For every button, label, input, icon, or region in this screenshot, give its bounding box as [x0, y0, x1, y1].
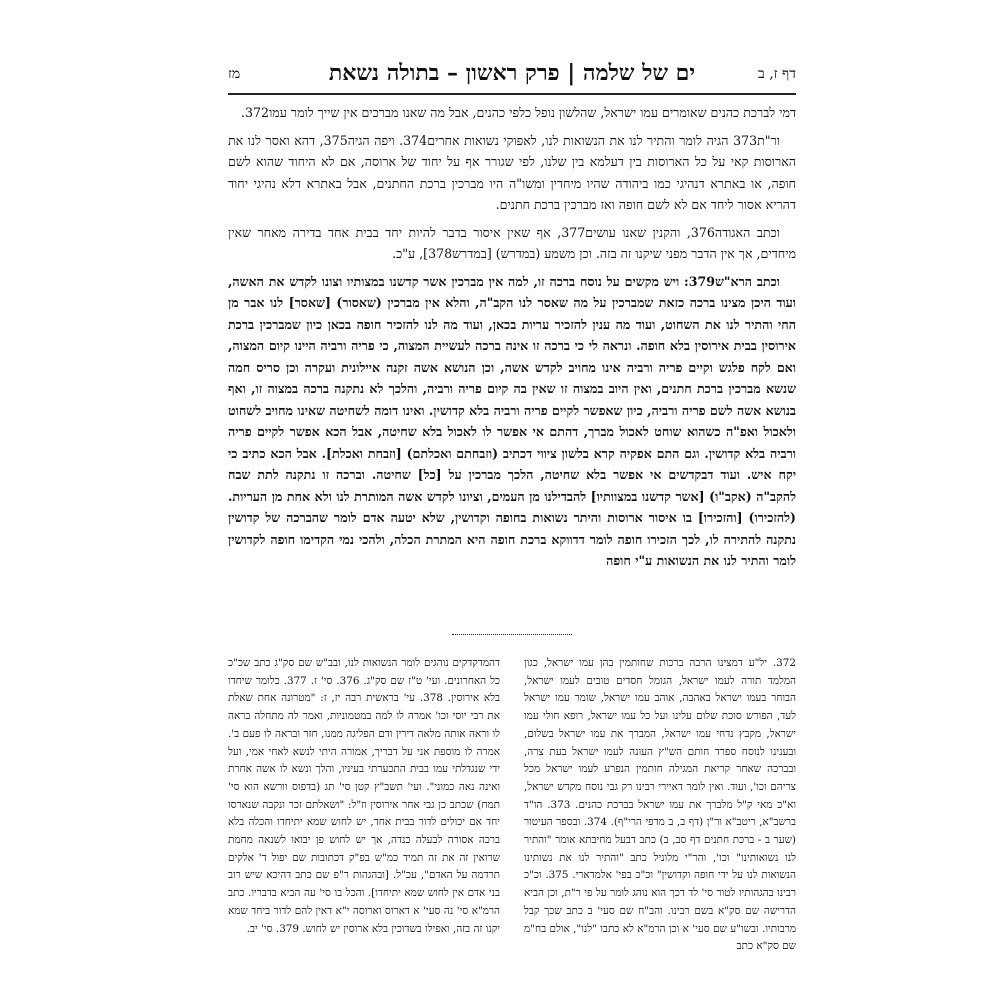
footnotes-right-column: [524, 655, 796, 956]
footnote-block: 372. יל"ע דמצינו הרבה ברכות שחותמין בהן עמו ישראל, כגון המלמד תורה לעמו ישראל, הגומל חסדים טובים לעמו ישראל, הבוחר בעמו ישראל באהבה, אוהב עמו ישראל, שומר עמו ישראל לעד, הפורש סוכת שלום עלינו ועל כל עמו ישראל, רופא חולי עמו ישראל, מקבץ נדחי עמו ישראל, המברך את עמו ישראל בשלום, ובענינו לנוסח ספרד חותם הש"ץ העונה לעמו ישראל בעת צרה, ובברכה שאחר קריאת המגילה חותמין הנפרע לעמו ישראל מכל צריהם וכו', ועוד. ואין לומר דאיירי רבינו רק גבי נוסח מקדש ישראל, וא"כ מאי ק"ל מלברך את עמו ישראל בברכת כהנים. 373. הו"ד ברשב"א, ריטב"א ור"ן (דף ב, ב מדפי הרי"ף). 374. ובספר העיטור (שער ב - ברכת חתנים דף סב, ב) כתב דבעל מחיבתא אומר "והתיר לנו נשואותינו" וכו', והר"י מלוניל כתב "והתיר לנו את נשותינו הנשואות לנו על ידי חופה וקדושין" וכ"כ בפי' אלמדארי. 375. וכ"כ רבינו בהגהותיו לטור סי' לד דכך הוא נוהג לומר על פי ר"ת, וכן הביא הדרישה שם סק"א בשם רבינו. והב"ח שם סעי' ב כתב שכך קבל מרבותיו. ובשו"ע שם סעי' א וכן הרמ"א לא כתבו "לנו", אולם בח"מ שם סק"א כתב: [524, 657, 797, 953]
running-header: [228, 60, 796, 90]
footnote-divider: [452, 634, 572, 635]
footnote-block: דהמדקדקים נוהגים לומר הנשואות לנו, ובב"ש שם סק"ג כתב שכ"כ כל האחרונים. ועי' ט"ז שם סק"ג. 376. סי' ז. 377. כלומר שיחדו בלא אירוסין. 378. עי' בראשית רבה יז, ז: "מטרונה אחת שאלת את רבי יוסי וכו' אמרה לו למה במטמוניות, ואמר לה מתחלה בראה לו וראה אותה מלאה דירין ודם הפליגה ממנו, חזר ובראה לו פעם ב'. אמרה לו מוספת אני על דבריך, אמורה היתי לנשא לאחי אמי, ועל ידי שנגדלתי עמו בבית התכערתי בעיניו, והלך ונשא לו אשה אחרת ואינה נאה כמוני". ועי' תשב"ץ קטן סי' תג (בדפוס וורשא הוא סי' תמח) שכתב כן גבי אחר אירוסין וז"ל: "ושאלתם זכר ונקבה שנארסו יחד אם יכולים לדור בבית אחד, יש לחוש שמא יתיחדו והכלה בלא ברכה אסורה לבעלה כנדה, אך יש לחוש פן יבואו לשנאה מחמת שרואין זה את זה תמיד כמ"ש בפ"ק דכתובות שם יפול ד' אלקים תרדמה על האדם", עכ"ל. [ובהגהות ר"פ שם כתב דהיכא שיש רוב בני אדם אין לחוש שמא יתיחדו]. והכל בו סי' עה הביא בדבריו. כתב הרמ"א סי' נה סעי' א דארוס וארוסה י"א דאין להם לדור ביחד שמא יקנו זה בזה, ואפילו בשדוכין בלא ארוסין יש לחוש. 379. סי' יב.: [228, 657, 501, 935]
paragraph: וכתב האגודה376, והקנין שאנו עושים377, אף שאין איסור בדבר להיות יחד בבית אחד בדירה מאחר שאין מיחדים, אך אין הדבר מפני שיקנו זה בזה. וכן משמע (במדרש) [במדרש378], ע"כ.: [228, 224, 796, 261]
main-text: [228, 102, 796, 578]
footnotes-left-column: [228, 655, 500, 938]
page-number: מז: [228, 66, 241, 82]
paragraph: ור"ת373 הגיה לומר והתיר לנו את הנשואות לנו, לאפוקי נשואות אחרים374. ויפה הגיה375, דהא ואסר לנו את הארוסות קאי על כל הארוסות בין דעלמא בין שלנו, לפי שגורר אף על יחוד של ארוסה, אם לא היחוד שהוא לשם חופה, או באתרא דנהיגי כמו ביהודה שהיו מיחדין ומשו"ה היו מברכין ברכת החתנים, אבל באתרא דלא נהיגי יחוד דהריא אסור ליחד אם לא לשם חופה ואז מברכין ברכת חתנים.: [228, 132, 796, 212]
paragraph: דמי לברכת כהנים שאומרים עמו ישראל, שהלשון נופל כלפי כהנים, אבל מה שאנו מברכים אין שייך לומר עמו372.: [241, 105, 796, 120]
paragraph-quote: וכתב הרא"ש379: ויש מקשים על נוסח ברכה זו, למה אין מברכין אשר קדשנו במצותיו וצונו לקדש את האשה, ועוד היכן מצינו ברכה כזאת שמברכין על מה שאסר לנו הקב"ה, והלא אין מברכין (שאסור) [שאסר] לנו אבר מן החי והתיר לנו את השחוט, ועוד מה ענין להזכיר עריות בכאן, ועוד מה לנו להזכיר חופה בכאן כיון שמברכין ברכת אירוסין בבית אירוסין בלא חופה. ונראה לי כי ברכה זו אינה ברכה לעשיית המצוה, כי פריה ורביה היינו קיום המצוה, ואם לקח פלגש וקיים פריה ורביה אינו מחויב לקדש אשה, וכן הנושא אשה זקנה איילונית ועקרה וכן סריס חמה שנשא מברכין ברכת חתנים, ואין היוב במצוה זו שאין בה קיום פריה ורביה, והלכך לא נתקנה ברכה במצוה זו, ואף בנושא אשה לשם פריה ורביה, כיון שאפשר לקיים פריה ורביה בלא קדושין. ואינו דומה לשחיטה שאינו מחויב לשחוט ולאכול ואפ"ה כשהוא שוחט לאכול מברך, דהתם אי אפשר לו לאכול בלא שחיטה, אבל הכא אפשר לקיים פריה ורביה בלא קדושין. וגם התם אפקיה קרא בלשון ציווי דכתיב (וזבחתם ואכלתם) [וזבחת ואכלת]. אבל הכא כתיב כי יקח איש. ועוד דבקדשים אי אפשר בלא שחיטה, הלכך מברכין על [כל] שחיטה. וברכה זו נתקנה לתת שבח להקב"ה (אקב"ו) [אשר קדשנו במצוותיו] להבדילנו מן העמים, וציונו לקדש אשה המותרת לנו ולא אחת מן העריות. (להזכירו) [והזכירו] בו איסור ארוסות והיתר נשואות בחופה וקדושין, שלא יטעה אדם לומר שהברכה של קדושין נתקנה להתירה לו, לכך הזכירו חופה לומר דדווקא ברכת חופה היא המתרת הכלה, ולהכי נמי הקדימו חופה לקדושין לומר והתיר לנו את הנשואות ע"י חופה: [228, 273, 796, 568]
header-rule: [228, 93, 796, 95]
running-title: ים של שלמה | פרק ראשון – בתולה נשאת: [328, 60, 696, 86]
page-reference: דף ז, ב: [758, 66, 796, 82]
